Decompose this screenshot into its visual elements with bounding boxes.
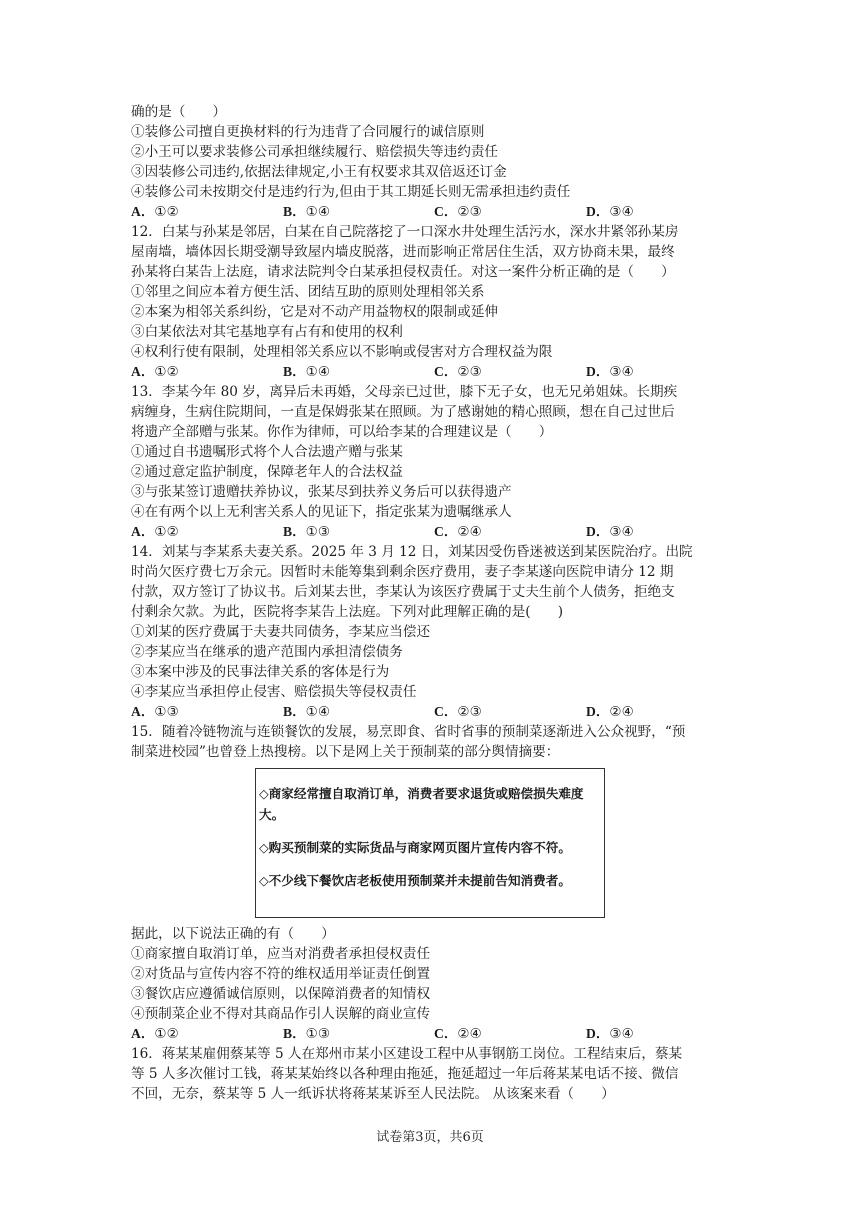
option-d: D．③④ [586,204,634,220]
answer-options [131,202,741,222]
answer-options [131,702,741,722]
question-12 [131,222,741,382]
statement: ④装修公司未按期交付是违约行为,但由于其工期延长则无需承担违约责任 [131,184,571,200]
question-15 [131,722,741,1044]
option-a: A．①② [131,524,179,540]
question-stem: 时尚欠医疗费七万余元。因暂时未能筹集到剩余医疗费用，妻子李某遂向医院申请分 12 期 [131,564,674,580]
option-c: C．②③ [434,704,482,720]
statement: ③本案中涉及的民事法律关系的客体是行为 [131,664,390,680]
question-16 [131,1044,741,1104]
question-13 [131,382,741,542]
statement: ②通过意定监护制度，保障老年人的合法权益 [131,464,403,480]
statement: ③与张某签订遗赠扶养协议，张某尽到扶养义务后可以获得遗产 [131,484,512,500]
question-stem: 孙某将白某告上法庭，请求法院判令白某承担侵权责任。对这一案件分析正确的是（ ） [131,264,675,280]
question-stem: 14．刘某与李某系夫妻关系。2025 年 3 月 12 日，刘某因受伤昏迷被送到某医院治疗。出院 [131,544,693,560]
answer-options [131,1024,741,1044]
public-opinion-box [255,768,605,918]
question-stem: 付剩余欠款。为此，医院将李某告上法庭。下列对此理解正确的是( ) [131,604,564,620]
statement: ①通过自书遗嘱形式将个人合法遗产赠与张某 [131,444,403,460]
option-b: B．①④ [283,364,331,380]
question-stem: 13．李某今年 80 岁，离异后未再婚，父母亲已过世，膝下无子女，也无兄弟姐妹。长期疾 [131,384,678,400]
question-14 [131,542,741,722]
statement: ④权利行使有限制，处理相邻关系应以不影响或侵害对方合理权益为限 [131,344,553,360]
statement: ②本案为相邻关系纠纷，它是对不动产用益物权的限制或延伸 [131,304,499,320]
option-d: D．③④ [586,364,634,380]
option-a: A．①② [131,364,179,380]
option-c: C．②③ [434,204,482,220]
question-stem: 确的是（ ） [131,104,227,120]
statement: ④在有两个以上无利害关系人的见证下，指定张某为遗嘱继承人 [131,504,512,520]
statement: ③白某依法对其宅基地享有占有和使用的权利 [131,324,403,340]
option-a: A．①③ [131,704,179,720]
option-d: D．②④ [586,704,634,720]
page-content [131,102,741,1104]
question-stem: 付款，双方签订了协议书。后刘某去世，李某认为该医疗费属于丈夫生前个人债务，拒绝支 [131,584,675,600]
statement: ④预制菜企业不得对其商品作引人误解的商业宣传 [131,1006,431,1022]
statement: ④李某应当承担停止侵害、赔偿损失等侵权责任 [131,684,417,700]
opinion-item: ◇购买预制菜的实际货品与商家网页图片宣传内容不符。 [259,840,571,855]
question-stem: 屋南墙，墙体因长期受潮导致屋内墙皮脱落，进而影响正常居住生活，双方协商未果，最终 [131,244,675,260]
question-stem: 制菜进校园”也曾登上热搜榜。以下是网上关于预制菜的部分舆情摘要： [131,744,560,760]
answer-options [131,362,741,382]
statement: ①刘某的医疗费属于夫妻共同债务，李某应当偿还 [131,624,431,640]
option-c: C．②③ [434,364,482,380]
option-d: D．③④ [586,1026,634,1042]
question-prompt: 据此，以下说法正确的有（ ） [131,926,335,942]
option-d: D．③④ [586,524,634,540]
statement: ①邻里之间应本着方便生活、团结互助的原则处理相邻关系 [131,284,485,300]
question-stem: 等 5 人多次催讨工钱，蒋某某始终以各种理由拖延，拖延超过一年后蒋某某电话不接、微信 [131,1066,679,1082]
statement: ①装修公司擅自更换材料的行为违背了合同履行的诚信原则 [131,124,485,140]
question-stem: 将遗产全部赠与张某。你作为律师，可以给李某的合理建议是（ ） [131,424,553,440]
statement: ②李某应当在继承的遗产范围内承担清偿债务 [131,644,403,660]
question-stem: 不回，无奈，蔡某等 5 人一纸诉状将蒋某某诉至人民法院。 从该案来看（ ） [131,1086,615,1102]
option-a: A．①② [131,1026,179,1042]
statement: ①商家擅自取消订单，应当对消费者承担侵权责任 [131,946,431,962]
option-b: B．①④ [283,704,331,720]
opinion-item: ◇不少线下餐饮店老板使用预制菜并未提前告知消费者。 [259,873,571,888]
statement: ②对货品与宣传内容不符的维权适用举证责任倒置 [131,966,431,982]
question-stem: 15．随着冷链物流与连锁餐饮的发展，易烹即食、省时省事的预制菜逐渐进入公众视野，“预 [131,724,686,740]
option-b: B．①④ [283,204,331,220]
page-footer: 试卷第3页，共6页 [376,1130,484,1145]
statement: ③餐饮店应遵循诚信原则，以保障消费者的知情权 [131,986,431,1002]
option-b: B．①③ [283,1026,331,1042]
option-c: C．②④ [434,1026,482,1042]
option-a: A．①② [131,204,179,220]
answer-options [131,522,741,542]
question-stem: 12．白某与孙某是邻居，白某在自己院落挖了一口深水井处理生活污水，深水井紧邻孙某房 [131,224,679,240]
option-c: C．②④ [434,524,482,540]
question-11-tail [131,102,741,222]
statement: ②小王可以要求装修公司承担继续履行、赔偿损失等违约责任 [131,144,499,160]
question-stem: 16．蒋某某雇佣蔡某等 5 人在郑州市某小区建设工程中从事钢筋工岗位。工程结束后，蔡某 [131,1046,683,1062]
question-stem: 病缠身，生病住院期间，一直是保姆张某在照顾。为了感谢她的精心照顾，想在自己过世后 [131,404,675,420]
option-b: B．①③ [283,524,331,540]
opinion-item: ◇商家经常擅自取消订单，消费者要求退货或赔偿损失难度大。 [259,786,584,822]
statement: ③因装修公司违约,依据法律规定,小王有权要求其双倍返还订金 [131,164,507,180]
